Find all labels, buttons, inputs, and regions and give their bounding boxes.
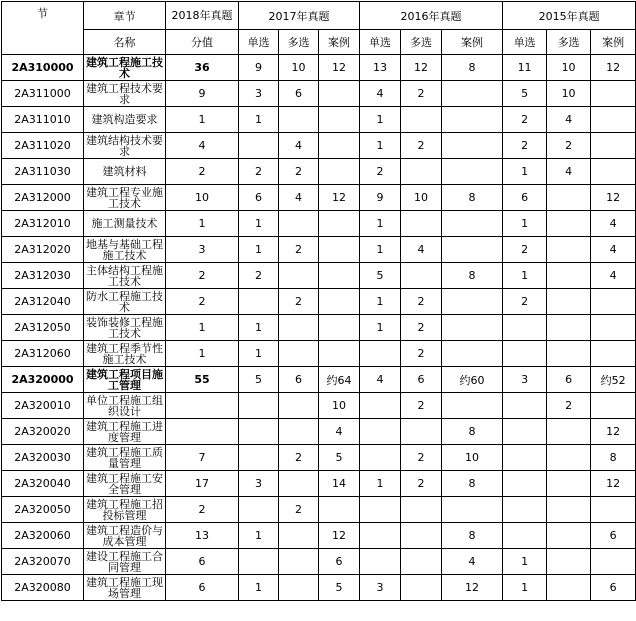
cell-c2017-single: 1 (239, 211, 279, 237)
cell-c2017-multi (279, 419, 319, 445)
table-row (2, 211, 636, 237)
cell-c2017-single: 3 (239, 471, 279, 497)
cell-c2017-case (319, 341, 360, 367)
cell-c2017-single (239, 445, 279, 471)
cell-c2016-multi: 4 (401, 237, 442, 263)
cell-code: 2A312050 (2, 315, 84, 341)
cell-c2015-case: 约52 (591, 367, 636, 393)
header-2016-single: 单选 (360, 30, 401, 55)
cell-c2017-multi: 6 (279, 367, 319, 393)
cell-name: 建筑材料 (84, 159, 166, 185)
cell-c2016-multi: 10 (401, 185, 442, 211)
cell-name: 建筑构造要求 (84, 107, 166, 133)
cell-score: 6 (166, 575, 239, 601)
cell-c2015-single: 1 (503, 159, 547, 185)
cell-c2015-multi: 2 (547, 393, 591, 419)
cell-c2016-case: 8 (442, 185, 503, 211)
cell-c2017-single: 2 (239, 159, 279, 185)
cell-c2015-multi (547, 419, 591, 445)
cell-score: 1 (166, 107, 239, 133)
cell-c2016-multi (401, 497, 442, 523)
cell-c2016-single (360, 497, 401, 523)
cell-code: 2A320030 (2, 445, 84, 471)
cell-c2017-case: 10 (319, 393, 360, 419)
cell-c2016-multi (401, 575, 442, 601)
cell-c2017-single: 1 (239, 315, 279, 341)
cell-name: 装饰装修工程施工技术 (84, 315, 166, 341)
cell-c2016-case (442, 289, 503, 315)
cell-c2015-multi (547, 289, 591, 315)
cell-score (166, 419, 239, 445)
cell-c2016-multi: 2 (401, 471, 442, 497)
cell-score (166, 393, 239, 419)
cell-c2015-multi: 10 (547, 55, 591, 81)
cell-c2016-single: 1 (360, 133, 401, 159)
cell-c2017-case (319, 159, 360, 185)
cell-name: 建筑工程施工安全管理 (84, 471, 166, 497)
cell-code: 2A310000 (2, 55, 84, 81)
exam-statistics-table (1, 1, 636, 601)
table-row (2, 133, 636, 159)
cell-c2016-case (442, 133, 503, 159)
cell-c2016-single (360, 419, 401, 445)
cell-c2016-multi: 2 (401, 341, 442, 367)
cell-c2015-single: 5 (503, 81, 547, 107)
cell-c2017-case (319, 237, 360, 263)
cell-c2016-case (442, 237, 503, 263)
cell-score: 2 (166, 159, 239, 185)
cell-name: 建筑结构技术要求 (84, 133, 166, 159)
cell-score: 2 (166, 263, 239, 289)
cell-c2017-case: 4 (319, 419, 360, 445)
cell-c2017-multi: 2 (279, 159, 319, 185)
cell-c2016-multi: 2 (401, 133, 442, 159)
cell-score: 4 (166, 133, 239, 159)
cell-c2015-multi (547, 211, 591, 237)
header-2016: 2016年真题 (360, 2, 503, 30)
table-row (2, 367, 636, 393)
cell-name: 建筑工程施工技术 (84, 55, 166, 81)
cell-c2015-case (591, 341, 636, 367)
cell-c2016-multi: 2 (401, 289, 442, 315)
cell-name: 施工测量技术 (84, 211, 166, 237)
cell-c2015-single (503, 497, 547, 523)
cell-c2015-single: 1 (503, 549, 547, 575)
cell-c2017-case: 12 (319, 55, 360, 81)
cell-c2016-case: 8 (442, 471, 503, 497)
cell-c2015-multi (547, 263, 591, 289)
cell-c2017-single: 6 (239, 185, 279, 211)
cell-c2016-multi (401, 211, 442, 237)
cell-name: 建筑工程造价与成本管理 (84, 523, 166, 549)
cell-code: 2A320080 (2, 575, 84, 601)
cell-c2017-single: 1 (239, 107, 279, 133)
cell-score: 7 (166, 445, 239, 471)
cell-name: 建筑工程施工现场管理 (84, 575, 166, 601)
cell-c2016-single: 1 (360, 471, 401, 497)
table-row (2, 55, 636, 81)
cell-c2016-multi (401, 523, 442, 549)
cell-name: 建筑工程施工招投标管理 (84, 497, 166, 523)
cell-c2017-case: 12 (319, 185, 360, 211)
cell-c2017-case (319, 315, 360, 341)
cell-c2016-case (442, 159, 503, 185)
cell-c2015-multi (547, 445, 591, 471)
cell-c2015-case: 12 (591, 185, 636, 211)
cell-c2016-case (442, 393, 503, 419)
cell-c2015-single: 1 (503, 211, 547, 237)
cell-c2016-multi (401, 263, 442, 289)
header-2015: 2015年真题 (503, 2, 636, 30)
cell-c2017-single: 5 (239, 367, 279, 393)
cell-c2016-single: 4 (360, 81, 401, 107)
cell-code: 2A312060 (2, 341, 84, 367)
cell-c2016-multi (401, 159, 442, 185)
cell-c2017-case (319, 211, 360, 237)
cell-c2017-multi (279, 341, 319, 367)
cell-c2015-case (591, 81, 636, 107)
cell-c2017-single: 2 (239, 263, 279, 289)
header-2017-case: 案例 (319, 30, 360, 55)
cell-c2016-single (360, 523, 401, 549)
cell-c2016-single: 4 (360, 367, 401, 393)
table-row (2, 237, 636, 263)
cell-c2017-case: 5 (319, 575, 360, 601)
cell-c2015-multi: 4 (547, 159, 591, 185)
header-name: 名称 (84, 30, 166, 55)
cell-c2016-single: 2 (360, 159, 401, 185)
cell-c2015-single: 1 (503, 263, 547, 289)
cell-code: 2A312010 (2, 211, 84, 237)
table-row (2, 419, 636, 445)
table-row (2, 445, 636, 471)
cell-c2017-single: 3 (239, 81, 279, 107)
header-2016-multi: 多选 (401, 30, 442, 55)
cell-score: 13 (166, 523, 239, 549)
cell-c2017-case: 6 (319, 549, 360, 575)
cell-c2015-case: 12 (591, 471, 636, 497)
header-chapter: 章节 (84, 2, 166, 30)
cell-c2015-single: 3 (503, 367, 547, 393)
cell-c2017-single (239, 133, 279, 159)
header-2016-case: 案例 (442, 30, 503, 55)
cell-c2016-multi: 2 (401, 445, 442, 471)
cell-name: 建筑工程季节性施工技术 (84, 341, 166, 367)
cell-c2015-case: 12 (591, 419, 636, 445)
cell-c2015-single: 11 (503, 55, 547, 81)
cell-c2017-multi: 4 (279, 133, 319, 159)
cell-c2015-case (591, 549, 636, 575)
cell-c2016-case: 12 (442, 575, 503, 601)
cell-c2015-multi (547, 185, 591, 211)
header-2017-multi: 多选 (279, 30, 319, 55)
cell-score: 55 (166, 367, 239, 393)
cell-c2015-case (591, 289, 636, 315)
cell-c2015-multi: 10 (547, 81, 591, 107)
cell-c2015-case (591, 159, 636, 185)
cell-c2017-case (319, 133, 360, 159)
table-row (2, 263, 636, 289)
cell-c2017-multi (279, 107, 319, 133)
cell-c2016-multi (401, 419, 442, 445)
table-row (2, 549, 636, 575)
table-row (2, 107, 636, 133)
cell-c2017-multi (279, 575, 319, 601)
cell-c2016-case: 4 (442, 549, 503, 575)
cell-c2017-multi: 4 (279, 185, 319, 211)
table-row (2, 185, 636, 211)
cell-c2016-single (360, 549, 401, 575)
cell-c2015-single (503, 341, 547, 367)
cell-name: 建筑工程施工质量管理 (84, 445, 166, 471)
cell-c2017-multi (279, 211, 319, 237)
cell-c2017-multi: 2 (279, 445, 319, 471)
cell-c2016-single (360, 393, 401, 419)
cell-c2016-case (442, 341, 503, 367)
cell-c2015-case (591, 107, 636, 133)
cell-c2017-multi: 10 (279, 55, 319, 81)
cell-c2017-case (319, 107, 360, 133)
cell-c2016-multi: 2 (401, 81, 442, 107)
cell-name: 单位工程施工组织设计 (84, 393, 166, 419)
cell-c2016-multi: 6 (401, 367, 442, 393)
cell-c2016-case (442, 211, 503, 237)
cell-name: 建筑工程专业施工技术 (84, 185, 166, 211)
cell-code: 2A312030 (2, 263, 84, 289)
cell-c2017-single: 9 (239, 55, 279, 81)
cell-c2016-case: 8 (442, 55, 503, 81)
cell-c2017-case (319, 81, 360, 107)
table-row (2, 497, 636, 523)
cell-c2017-multi: 6 (279, 81, 319, 107)
cell-c2015-multi (547, 341, 591, 367)
cell-c2017-multi (279, 523, 319, 549)
table-row (2, 523, 636, 549)
cell-c2017-case: 约64 (319, 367, 360, 393)
cell-c2017-single (239, 497, 279, 523)
cell-c2015-single: 2 (503, 133, 547, 159)
cell-c2015-case: 8 (591, 445, 636, 471)
table-row (2, 159, 636, 185)
cell-c2015-multi (547, 523, 591, 549)
cell-c2015-case (591, 315, 636, 341)
cell-code: 2A311020 (2, 133, 84, 159)
cell-c2015-single (503, 419, 547, 445)
cell-code: 2A320060 (2, 523, 84, 549)
cell-c2015-single (503, 445, 547, 471)
cell-name: 建筑工程技术要求 (84, 81, 166, 107)
table-body (2, 55, 636, 601)
cell-name: 建筑工程施工进度管理 (84, 419, 166, 445)
cell-c2015-case: 6 (591, 575, 636, 601)
cell-code: 2A320070 (2, 549, 84, 575)
cell-c2015-multi (547, 237, 591, 263)
cell-c2016-single: 9 (360, 185, 401, 211)
cell-c2016-multi (401, 107, 442, 133)
cell-score: 3 (166, 237, 239, 263)
cell-score: 1 (166, 341, 239, 367)
cell-c2016-single: 1 (360, 315, 401, 341)
cell-c2016-case: 8 (442, 523, 503, 549)
cell-score: 6 (166, 549, 239, 575)
cell-c2015-case (591, 133, 636, 159)
cell-name: 地基与基础工程施工技术 (84, 237, 166, 263)
table-row (2, 289, 636, 315)
cell-c2016-case (442, 81, 503, 107)
cell-c2015-multi (547, 315, 591, 341)
cell-c2016-case: 8 (442, 263, 503, 289)
cell-c2015-multi (547, 497, 591, 523)
cell-c2017-single: 1 (239, 575, 279, 601)
header-2017: 2017年真题 (239, 2, 360, 30)
cell-c2017-case: 12 (319, 523, 360, 549)
cell-c2015-single: 2 (503, 107, 547, 133)
cell-c2016-single: 3 (360, 575, 401, 601)
cell-c2016-case (442, 497, 503, 523)
table-row (2, 575, 636, 601)
cell-c2016-single: 13 (360, 55, 401, 81)
cell-c2016-multi: 2 (401, 315, 442, 341)
cell-c2015-case: 6 (591, 523, 636, 549)
cell-c2015-single (503, 315, 547, 341)
cell-name: 主体结构工程施工技术 (84, 263, 166, 289)
cell-c2016-single: 5 (360, 263, 401, 289)
cell-c2015-multi: 4 (547, 107, 591, 133)
cell-c2015-case: 4 (591, 263, 636, 289)
cell-code: 2A312020 (2, 237, 84, 263)
cell-c2017-single: 1 (239, 341, 279, 367)
cell-code: 2A320010 (2, 393, 84, 419)
cell-c2017-single (239, 393, 279, 419)
cell-score: 9 (166, 81, 239, 107)
cell-c2016-case: 8 (442, 419, 503, 445)
cell-code: 2A320040 (2, 471, 84, 497)
cell-c2015-case (591, 497, 636, 523)
cell-score: 2 (166, 497, 239, 523)
cell-code: 2A320020 (2, 419, 84, 445)
cell-c2016-case (442, 315, 503, 341)
cell-c2017-multi (279, 549, 319, 575)
cell-c2015-multi: 2 (547, 133, 591, 159)
table-row (2, 341, 636, 367)
cell-c2015-multi (547, 471, 591, 497)
cell-c2015-case: 4 (591, 237, 636, 263)
cell-c2015-multi: 6 (547, 367, 591, 393)
cell-c2017-case (319, 289, 360, 315)
header-section: 节 (2, 2, 84, 55)
cell-c2017-case (319, 263, 360, 289)
cell-code: 2A312000 (2, 185, 84, 211)
cell-c2017-single: 1 (239, 523, 279, 549)
cell-c2016-case (442, 107, 503, 133)
cell-c2017-single (239, 289, 279, 315)
cell-c2017-case (319, 497, 360, 523)
cell-c2015-case: 4 (591, 211, 636, 237)
cell-code: 2A311000 (2, 81, 84, 107)
cell-code: 2A312040 (2, 289, 84, 315)
table-row (2, 393, 636, 419)
cell-c2017-multi: 2 (279, 237, 319, 263)
cell-c2017-multi: 2 (279, 497, 319, 523)
cell-c2017-single: 1 (239, 237, 279, 263)
cell-c2015-case: 12 (591, 55, 636, 81)
cell-c2017-case: 14 (319, 471, 360, 497)
cell-c2017-single (239, 549, 279, 575)
cell-c2017-multi (279, 315, 319, 341)
header-2015-single: 单选 (503, 30, 547, 55)
header-2018: 2018年真题 (166, 2, 239, 30)
cell-c2016-multi (401, 549, 442, 575)
cell-code: 2A320000 (2, 367, 84, 393)
cell-c2017-multi: 2 (279, 289, 319, 315)
cell-c2017-multi (279, 471, 319, 497)
cell-c2015-case (591, 393, 636, 419)
cell-c2015-single (503, 523, 547, 549)
cell-c2016-multi: 2 (401, 393, 442, 419)
header-score: 分值 (166, 30, 239, 55)
table-row (2, 315, 636, 341)
cell-c2015-single: 2 (503, 289, 547, 315)
cell-c2017-case: 5 (319, 445, 360, 471)
cell-c2016-case: 约60 (442, 367, 503, 393)
cell-name: 建设工程施工合同管理 (84, 549, 166, 575)
cell-c2016-single: 1 (360, 237, 401, 263)
cell-c2016-single: 1 (360, 211, 401, 237)
cell-c2016-single (360, 445, 401, 471)
table-row (2, 471, 636, 497)
cell-code: 2A311010 (2, 107, 84, 133)
cell-score: 1 (166, 211, 239, 237)
cell-c2015-multi (547, 549, 591, 575)
cell-c2016-single: 1 (360, 289, 401, 315)
cell-name: 防水工程施工技术 (84, 289, 166, 315)
cell-c2015-single: 6 (503, 185, 547, 211)
header-2015-multi: 多选 (547, 30, 591, 55)
cell-c2016-single: 1 (360, 107, 401, 133)
cell-code: 2A311030 (2, 159, 84, 185)
cell-c2017-multi (279, 393, 319, 419)
cell-c2017-single (239, 419, 279, 445)
cell-score: 36 (166, 55, 239, 81)
cell-score: 2 (166, 289, 239, 315)
cell-c2015-single (503, 471, 547, 497)
cell-c2016-multi: 12 (401, 55, 442, 81)
cell-score: 1 (166, 315, 239, 341)
header-2017-single: 单选 (239, 30, 279, 55)
cell-code: 2A320050 (2, 497, 84, 523)
cell-c2016-case: 10 (442, 445, 503, 471)
cell-c2015-single (503, 393, 547, 419)
table-row (2, 81, 636, 107)
cell-c2016-single (360, 341, 401, 367)
cell-c2015-single: 2 (503, 237, 547, 263)
header-2015-case: 案例 (591, 30, 636, 55)
cell-c2015-multi (547, 575, 591, 601)
cell-name: 建筑工程项目施工管理 (84, 367, 166, 393)
cell-score: 17 (166, 471, 239, 497)
cell-score: 10 (166, 185, 239, 211)
cell-c2015-single: 1 (503, 575, 547, 601)
cell-c2017-multi (279, 263, 319, 289)
